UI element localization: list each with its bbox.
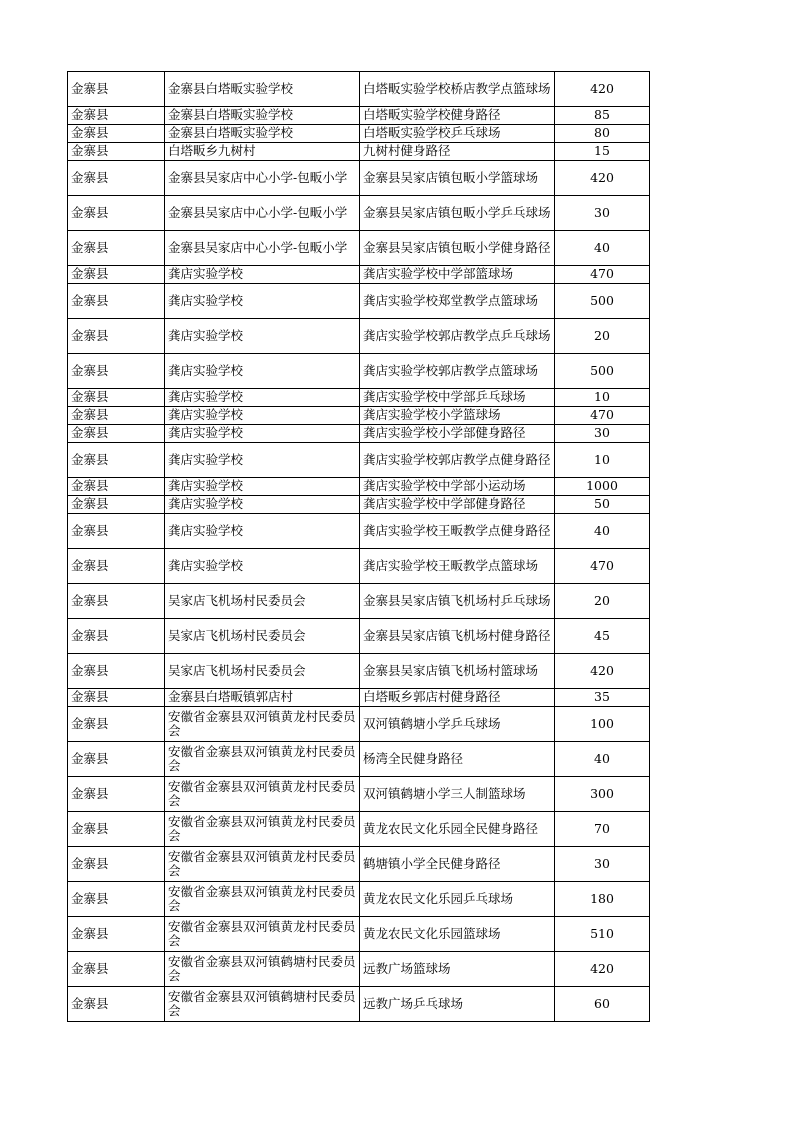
facility-cell: 金寨县吴家店镇飞机场村篮球场 — [360, 654, 555, 689]
unit-cell: 金寨县白塔畈实验学校 — [165, 107, 360, 125]
facility-cell: 杨湾全民健身路径 — [360, 742, 555, 777]
unit-cell: 龚店实验学校 — [165, 549, 360, 584]
facility-cell: 龚店实验学校郭店教学点篮球场 — [360, 354, 555, 389]
value-cell: 35 — [555, 689, 650, 707]
unit-cell: 龚店实验学校 — [165, 389, 360, 407]
table-row — [68, 812, 650, 847]
value-cell: 420 — [555, 952, 650, 987]
county-cell: 金寨县 — [68, 389, 165, 407]
value-cell: 15 — [555, 143, 650, 161]
county-cell: 金寨县 — [68, 478, 165, 496]
facility-cell: 白塔畈乡郭店村健身路径 — [360, 689, 555, 707]
unit-cell: 龚店实验学校 — [165, 407, 360, 425]
county-cell: 金寨县 — [68, 354, 165, 389]
value-cell: 40 — [555, 742, 650, 777]
unit-cell: 金寨县白塔畈实验学校 — [165, 72, 360, 107]
unit-cell: 龚店实验学校 — [165, 354, 360, 389]
county-cell: 金寨县 — [68, 952, 165, 987]
facility-cell: 龚店实验学校郭店教学点乒乓球场 — [360, 319, 555, 354]
facility-cell: 龚店实验学校小学篮球场 — [360, 407, 555, 425]
table-row — [68, 478, 650, 496]
unit-cell: 安徽省金寨县双河镇黄龙村民委员会 — [165, 777, 360, 812]
unit-cell: 金寨县白塔畈镇郭店村 — [165, 689, 360, 707]
table-row — [68, 72, 650, 107]
table-row — [68, 354, 650, 389]
table-row — [68, 514, 650, 549]
table-row — [68, 689, 650, 707]
county-cell: 金寨县 — [68, 407, 165, 425]
facility-cell: 金寨县吴家店镇飞机场村健身路径 — [360, 619, 555, 654]
county-cell: 金寨县 — [68, 812, 165, 847]
table-row — [68, 443, 650, 478]
value-cell: 420 — [555, 161, 650, 196]
unit-cell: 吴家店飞机场村民委员会 — [165, 619, 360, 654]
value-cell: 20 — [555, 319, 650, 354]
facility-cell: 白塔畈实验学校乒乓球场 — [360, 125, 555, 143]
value-cell: 300 — [555, 777, 650, 812]
table-row — [68, 549, 650, 584]
facility-cell: 双河镇鹤塘小学乒乓球场 — [360, 707, 555, 742]
unit-cell: 龚店实验学校 — [165, 425, 360, 443]
unit-cell: 龚店实验学校 — [165, 443, 360, 478]
value-cell: 10 — [555, 443, 650, 478]
county-cell: 金寨县 — [68, 72, 165, 107]
county-cell: 金寨县 — [68, 619, 165, 654]
county-cell: 金寨县 — [68, 319, 165, 354]
table-row — [68, 161, 650, 196]
county-cell: 金寨县 — [68, 443, 165, 478]
table-row — [68, 389, 650, 407]
county-cell: 金寨县 — [68, 777, 165, 812]
value-cell: 30 — [555, 196, 650, 231]
facility-cell: 黄龙农民文化乐园全民健身路径 — [360, 812, 555, 847]
county-cell: 金寨县 — [68, 847, 165, 882]
table-row — [68, 654, 650, 689]
facility-cell: 双河镇鹤塘小学三人制篮球场 — [360, 777, 555, 812]
facility-cell: 金寨县吴家店镇包畈小学健身路径 — [360, 231, 555, 266]
facility-cell: 龚店实验学校中学部乒乓球场 — [360, 389, 555, 407]
value-cell: 80 — [555, 125, 650, 143]
facility-cell: 龚店实验学校郑堂教学点篮球场 — [360, 284, 555, 319]
value-cell: 420 — [555, 72, 650, 107]
unit-cell: 金寨县吴家店中心小学-包畈小学 — [165, 196, 360, 231]
facility-cell: 龚店实验学校王畈教学点健身路径 — [360, 514, 555, 549]
unit-cell: 龚店实验学校 — [165, 514, 360, 549]
table-row — [68, 143, 650, 161]
value-cell: 60 — [555, 987, 650, 1022]
facility-cell: 鹤塘镇小学全民健身路径 — [360, 847, 555, 882]
county-cell: 金寨县 — [68, 987, 165, 1022]
unit-cell: 安徽省金寨县双河镇黄龙村民委员会 — [165, 882, 360, 917]
county-cell: 金寨县 — [68, 143, 165, 161]
table-row — [68, 319, 650, 354]
facility-cell: 黄龙农民文化乐园乒乓球场 — [360, 882, 555, 917]
table-row — [68, 107, 650, 125]
value-cell: 70 — [555, 812, 650, 847]
value-cell: 470 — [555, 407, 650, 425]
county-cell: 金寨县 — [68, 689, 165, 707]
value-cell: 30 — [555, 425, 650, 443]
value-cell: 180 — [555, 882, 650, 917]
value-cell: 40 — [555, 231, 650, 266]
county-cell: 金寨县 — [68, 266, 165, 284]
unit-cell: 安徽省金寨县双河镇黄龙村民委员会 — [165, 917, 360, 952]
table-row — [68, 882, 650, 917]
facility-cell: 金寨县吴家店镇包畈小学篮球场 — [360, 161, 555, 196]
value-cell: 10 — [555, 389, 650, 407]
county-cell: 金寨县 — [68, 514, 165, 549]
value-cell: 1000 — [555, 478, 650, 496]
value-cell: 100 — [555, 707, 650, 742]
county-cell: 金寨县 — [68, 584, 165, 619]
unit-cell: 安徽省金寨县双河镇黄龙村民委员会 — [165, 742, 360, 777]
unit-cell: 安徽省金寨县双河镇黄龙村民委员会 — [165, 847, 360, 882]
value-cell: 510 — [555, 917, 650, 952]
facility-cell: 龚店实验学校中学部篮球场 — [360, 266, 555, 284]
unit-cell: 金寨县吴家店中心小学-包畈小学 — [165, 231, 360, 266]
value-cell: 45 — [555, 619, 650, 654]
unit-cell: 龚店实验学校 — [165, 496, 360, 514]
facility-cell: 龚店实验学校中学部健身路径 — [360, 496, 555, 514]
facility-cell: 白塔畈实验学校桥店教学点篮球场 — [360, 72, 555, 107]
county-cell: 金寨县 — [68, 654, 165, 689]
county-cell: 金寨县 — [68, 549, 165, 584]
value-cell: 50 — [555, 496, 650, 514]
facility-cell: 黄龙农民文化乐园篮球场 — [360, 917, 555, 952]
county-cell: 金寨县 — [68, 707, 165, 742]
value-cell: 40 — [555, 514, 650, 549]
county-cell: 金寨县 — [68, 425, 165, 443]
table-row — [68, 917, 650, 952]
unit-cell: 龚店实验学校 — [165, 266, 360, 284]
table-row — [68, 707, 650, 742]
facility-cell: 金寨县吴家店镇飞机场村乒乓球场 — [360, 584, 555, 619]
facility-cell: 龚店实验学校王畈教学点篮球场 — [360, 549, 555, 584]
facility-cell: 龚店实验学校中学部小运动场 — [360, 478, 555, 496]
unit-cell: 安徽省金寨县双河镇黄龙村民委员会 — [165, 812, 360, 847]
unit-cell: 金寨县白塔畈实验学校 — [165, 125, 360, 143]
unit-cell: 吴家店飞机场村民委员会 — [165, 584, 360, 619]
table-row — [68, 425, 650, 443]
table-row — [68, 742, 650, 777]
unit-cell: 安徽省金寨县双河镇黄龙村民委员会 — [165, 707, 360, 742]
county-cell: 金寨县 — [68, 161, 165, 196]
table-row — [68, 777, 650, 812]
table-row — [68, 496, 650, 514]
unit-cell: 金寨县吴家店中心小学-包畈小学 — [165, 161, 360, 196]
table-row — [68, 952, 650, 987]
unit-cell: 白塔畈乡九树村 — [165, 143, 360, 161]
table-row — [68, 284, 650, 319]
table-row — [68, 196, 650, 231]
county-cell: 金寨县 — [68, 496, 165, 514]
facility-table — [67, 71, 650, 1022]
table-body — [68, 72, 650, 1022]
county-cell: 金寨县 — [68, 742, 165, 777]
unit-cell: 龚店实验学校 — [165, 319, 360, 354]
county-cell: 金寨县 — [68, 284, 165, 319]
table-row — [68, 847, 650, 882]
table-row — [68, 987, 650, 1022]
table-row — [68, 231, 650, 266]
county-cell: 金寨县 — [68, 917, 165, 952]
value-cell: 420 — [555, 654, 650, 689]
value-cell: 20 — [555, 584, 650, 619]
unit-cell: 安徽省金寨县双河镇鹤塘村民委员会 — [165, 952, 360, 987]
unit-cell: 安徽省金寨县双河镇鹤塘村民委员会 — [165, 987, 360, 1022]
county-cell: 金寨县 — [68, 107, 165, 125]
facility-cell: 龚店实验学校小学部健身路径 — [360, 425, 555, 443]
facility-cell: 龚店实验学校郭店教学点健身路径 — [360, 443, 555, 478]
value-cell: 470 — [555, 266, 650, 284]
unit-cell: 吴家店飞机场村民委员会 — [165, 654, 360, 689]
facility-cell: 远教广场乒乓球场 — [360, 987, 555, 1022]
value-cell: 30 — [555, 847, 650, 882]
table-row — [68, 584, 650, 619]
value-cell: 500 — [555, 284, 650, 319]
facility-cell: 远教广场篮球场 — [360, 952, 555, 987]
county-cell: 金寨县 — [68, 882, 165, 917]
value-cell: 470 — [555, 549, 650, 584]
table-row — [68, 407, 650, 425]
table-row — [68, 619, 650, 654]
unit-cell: 龚店实验学校 — [165, 284, 360, 319]
facility-cell: 九树村健身路径 — [360, 143, 555, 161]
county-cell: 金寨县 — [68, 196, 165, 231]
county-cell: 金寨县 — [68, 125, 165, 143]
value-cell: 500 — [555, 354, 650, 389]
value-cell: 85 — [555, 107, 650, 125]
table-row — [68, 125, 650, 143]
county-cell: 金寨县 — [68, 231, 165, 266]
facility-cell: 白塔畈实验学校健身路径 — [360, 107, 555, 125]
facility-cell: 金寨县吴家店镇包畈小学乒乓球场 — [360, 196, 555, 231]
unit-cell: 龚店实验学校 — [165, 478, 360, 496]
table-row — [68, 266, 650, 284]
